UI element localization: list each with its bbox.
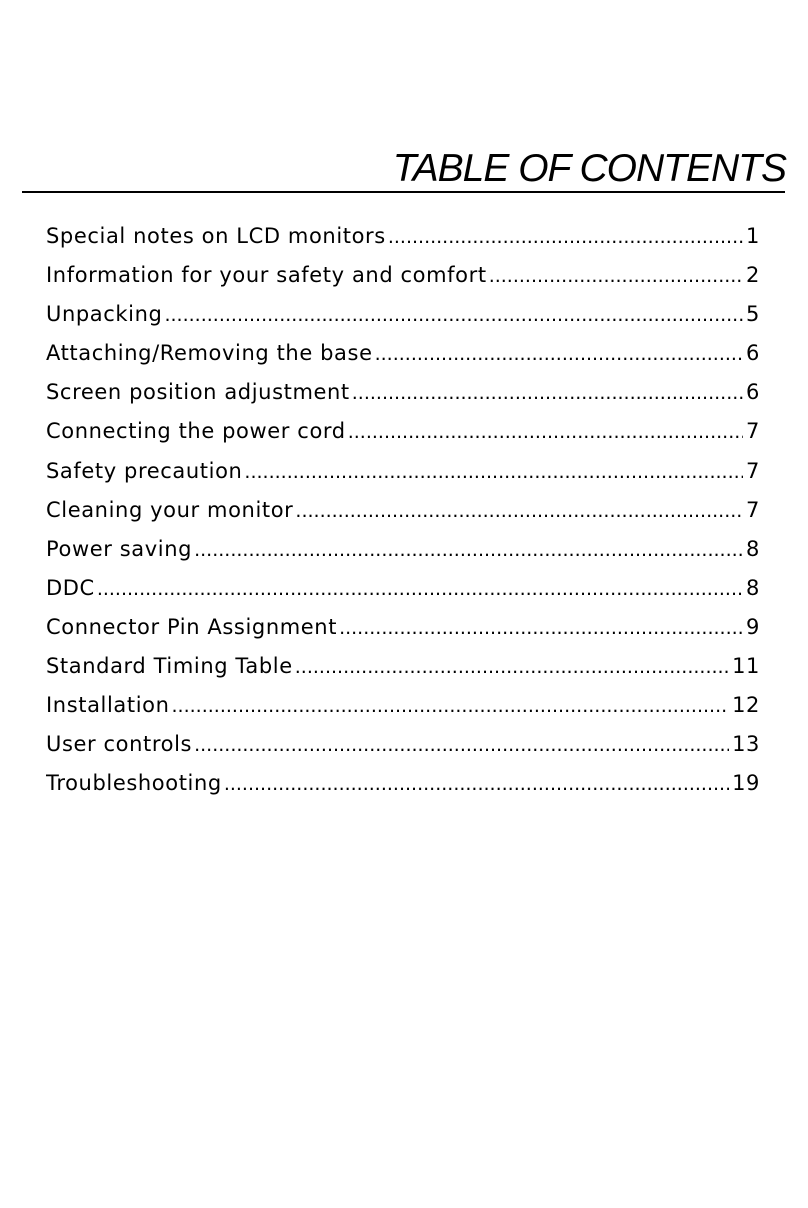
dot-leader [97, 578, 743, 600]
toc-entry-label: Standard Timing Table [46, 654, 293, 679]
toc-entry-page: 12 [732, 693, 760, 718]
toc-entry-safety-precaution[interactable] [46, 459, 760, 498]
toc-entry-page: 13 [732, 732, 760, 757]
toc-entry-label: Power saving [46, 536, 193, 561]
toc-entry-page: 7 [746, 458, 760, 483]
dot-leader [375, 343, 743, 365]
toc-entry-power-cord[interactable] [46, 419, 760, 458]
toc-entry-page: 19 [732, 771, 760, 796]
dot-leader [348, 421, 743, 443]
dot-leader [194, 539, 743, 561]
toc-entry-label: DDC [46, 575, 95, 600]
toc-entry-label: Unpacking [46, 302, 163, 327]
toc-entry-label: Installation [46, 693, 170, 718]
toc-entry-user-controls[interactable] [46, 732, 760, 771]
toc-entry-page: 2 [746, 263, 760, 288]
dot-leader [339, 617, 743, 639]
toc-entry-label: Connecting the power cord [46, 419, 346, 444]
toc-entry-attaching-base[interactable] [46, 341, 760, 380]
toc-entry-troubleshooting[interactable] [46, 771, 760, 810]
dot-leader [388, 226, 743, 248]
toc-entry-label: Cleaning your monitor [46, 497, 294, 522]
dot-leader [164, 304, 743, 326]
title-divider [22, 191, 785, 193]
toc-entry-page: 7 [746, 497, 760, 522]
dot-leader [295, 500, 743, 522]
toc-entry-label: Special notes on LCD monitors [46, 224, 386, 248]
toc-entry-label: Troubleshooting [46, 771, 222, 796]
toc-entry-safety-comfort[interactable] [46, 263, 760, 302]
toc-entry-label: Attaching/Removing the base [46, 341, 373, 366]
dot-leader [352, 382, 743, 404]
toc-entry-power-saving[interactable] [46, 537, 760, 576]
toc-entry-screen-position[interactable] [46, 380, 760, 419]
toc-entry-page: 5 [746, 302, 760, 327]
dot-leader [224, 773, 729, 795]
toc-entry-label: Screen position adjustment [46, 380, 350, 405]
dot-leader [295, 656, 729, 678]
toc-entry-page: 9 [746, 614, 760, 639]
toc-entry-unpacking[interactable] [46, 302, 760, 341]
toc-entry-page: 7 [746, 419, 760, 444]
toc-entry-page: 1 [746, 224, 760, 248]
dot-leader [489, 265, 743, 287]
toc-entry-page: 11 [732, 654, 760, 679]
toc-entry-page: 8 [746, 575, 760, 600]
toc-entry-page: 6 [746, 380, 760, 405]
page-title: TABLE OF CONTENTS [392, 147, 786, 190]
toc-entry-page: 8 [746, 536, 760, 561]
dot-leader [244, 461, 743, 483]
toc-entry-connector-pins[interactable] [46, 615, 760, 654]
toc-entry-installation[interactable] [46, 693, 760, 732]
toc-entry-label: Safety precaution [46, 458, 243, 483]
dot-leader [172, 695, 730, 717]
toc-entry-label: User controls [46, 732, 193, 757]
toc-entry-page: 6 [746, 341, 760, 366]
toc-entry-special-notes[interactable] [46, 224, 760, 263]
toc-entry-ddc[interactable] [46, 576, 760, 615]
dot-leader [194, 734, 729, 756]
toc-entry-timing-table[interactable] [46, 654, 760, 693]
toc-entry-label: Connector Pin Assignment [46, 614, 338, 639]
toc-entry-cleaning[interactable] [46, 498, 760, 537]
toc-entry-label: Information for your safety and comfort [46, 263, 487, 288]
toc-list [46, 224, 760, 810]
